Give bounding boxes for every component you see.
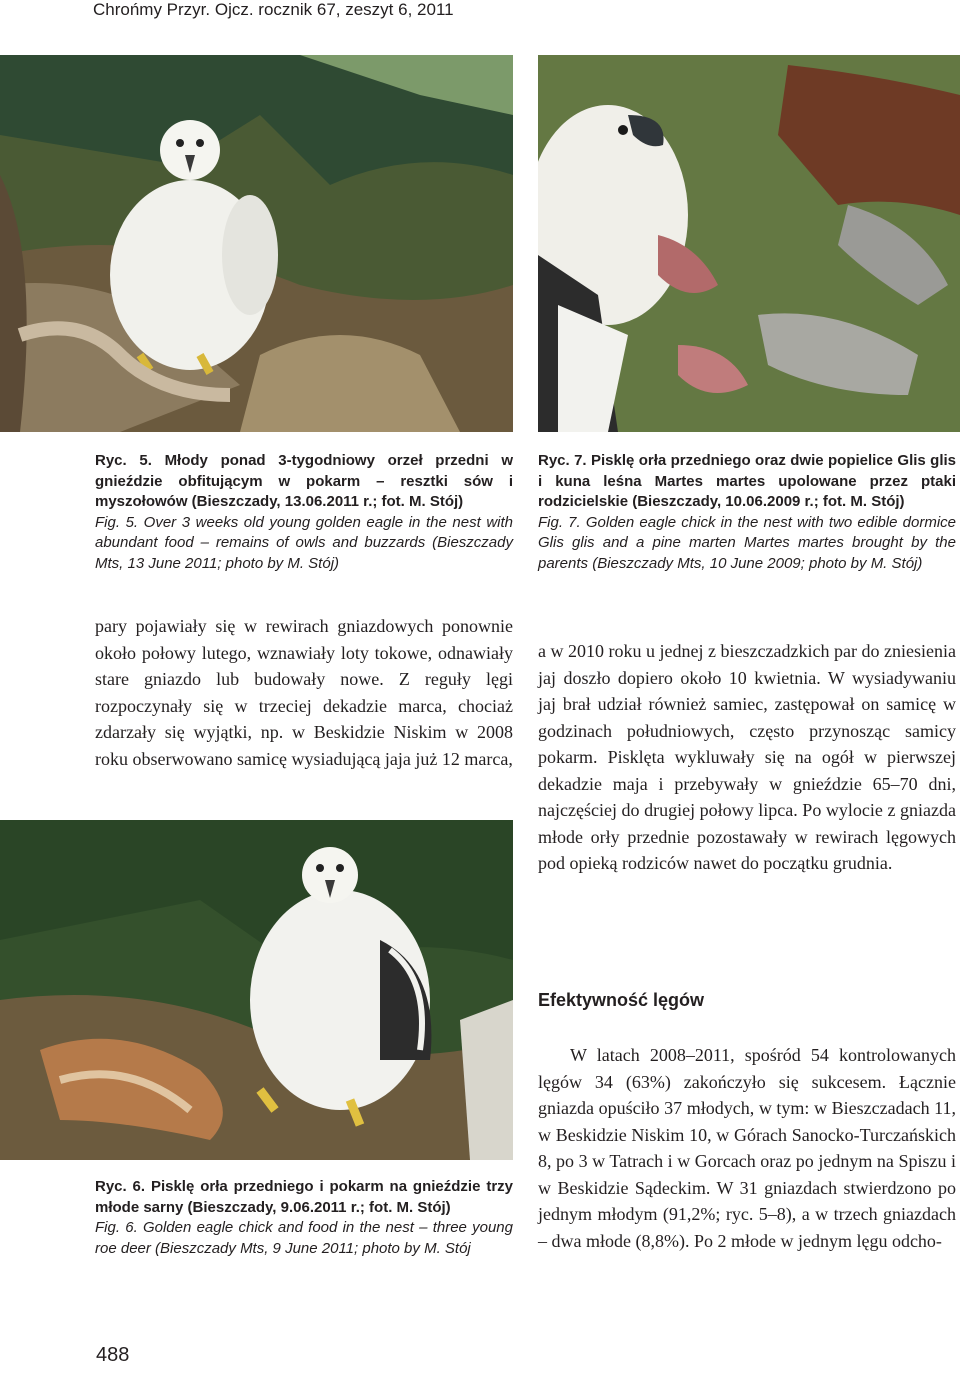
page-number: 488 bbox=[96, 1344, 130, 1366]
figure-6-caption-pl: Ryc. 6. Pisklę orła przedniego i pokarm na gnieździe trzy młode sarny (Bieszczady, 9.06.2011 r.; fot. M. Stój) bbox=[95, 1178, 513, 1216]
body-section-paragraph: W latach 2008–2011, spośród 54 kontrolowanych lęgów 34 (63%) zakończyło się sukcesem. Łącznie gniazda opuściło 37 młodych, w tym: w Bieszczadach 11, w Beskidzie Niskim 10, w Górach Sanocko-Turczańskich 8, po 3 w Tatrach i w Gorcach oraz po jednym na Spiszu i w Beskidzie Sądeckim. W 31 gniazdach stwierdzono po jednym młodym (91,2%; ryc. 5–8), a w trzech gniazdach – dwa młode (8,8%). Po 2 młode w jednym lęgu odcho- bbox=[538, 1045, 956, 1251]
figure-7-caption-en: Fig. 7. Golden eagle chick in the nest with two edible dormice Glis glis and a pine marten Martes martes brought by the parents (Bieszczady Mts, 10 June 2009; photo by M. Stój) bbox=[538, 513, 956, 572]
body-right-paragraph: a w 2010 roku u jednej z bieszczadzkich par do zniesienia jaj doszło dopiero około 10 kwietnia. W wysiadywaniu jaj brał udział również samiec, zastępował on samicę w godzinach południowych, często przynosząc samicy pokarm. Pisklęta wykluwały się na ogół w pierwszej dekadzie maja i przebywały w gnieździe 65–70 dni, najczęściej do drugiej połowy lipca. Po wylocie z gniazda młode orły przednie pozostawały w rewirach lęgowych pod opieką rodziców nawet do początku grudnia. bbox=[538, 641, 956, 873]
figure-7-caption-pl: Ryc. 7. Pisklę orła przedniego oraz dwie popielice Glis glis i kuna leśna Martes martes upolowane przez ptaki rodzicielskie (Bieszczady, 10.06.2009 r.; fot. M. Stój) bbox=[538, 452, 956, 510]
running-head: Chrońmy Przyr. Ojcz. rocznik 67, zeszyt 6, 2011 bbox=[93, 0, 454, 19]
figure-6-photo bbox=[0, 820, 513, 1160]
figure-5-caption-pl: Ryc. 5. Młody ponad 3-tygodniowy orzeł przedni w gnieździe obfitującym w pokarm – resztki sów i myszołowów (Bieszczady, 13.06.2011 r.; fot. M. Stój) bbox=[95, 452, 513, 510]
body-left-paragraph: pary pojawiały się w rewirach gniazdowych ponownie około połowy lutego, wznawiały loty tokowe, odnawiały stare gniazdo lub budowały nowe. Z reguły lęgi rozpoczynały się w trzeciej dekadzie marca, chociaż zdarzały się wyjątki, np. w Beskidzie Niskim w 2008 roku obserwowano samicę wysiadującą jaja już 12 marca, bbox=[95, 616, 513, 769]
figure-6-caption bbox=[95, 1177, 513, 1259]
figure-7-photo bbox=[538, 55, 960, 432]
section-heading: Efektywność lęgów bbox=[538, 990, 705, 1010]
figure-5-caption-en: Fig. 5. Over 3 weeks old young golden eagle in the nest with abundant food – remains of owls and buzzards (Bieszczady Mts, 13 June 2011; photo by M. Stój) bbox=[95, 513, 513, 572]
figure-6-caption-en: Fig. 6. Golden eagle chick and food in the nest – three young roe deer (Bieszczady Mts, 9 June 2011; photo by M. Stój bbox=[95, 1219, 513, 1257]
figure-5-caption bbox=[95, 451, 513, 574]
figure-5-photo bbox=[0, 55, 513, 432]
figure-7-caption bbox=[538, 451, 956, 574]
